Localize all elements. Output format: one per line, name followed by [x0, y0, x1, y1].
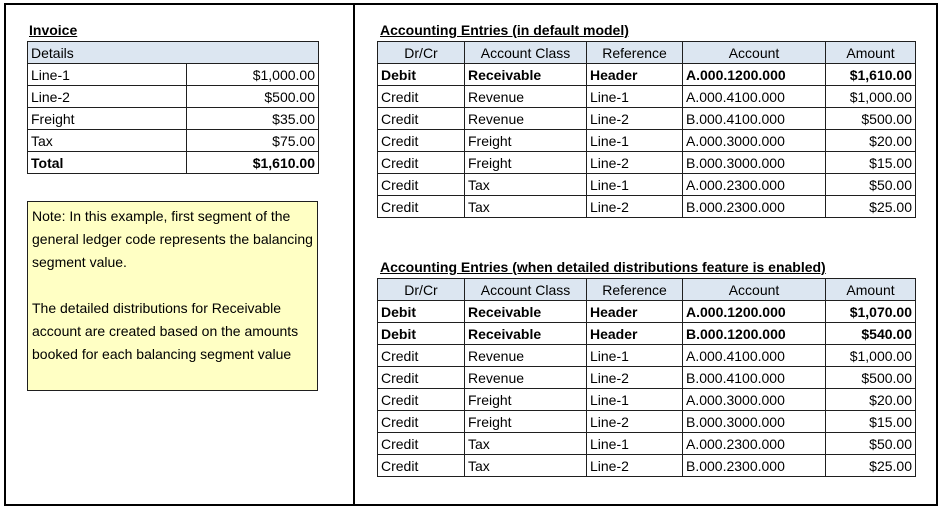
entry-amount: $1,000.00: [826, 345, 916, 367]
entry-drcr: Credit: [378, 108, 465, 130]
entry-row: [378, 323, 916, 345]
invoice-row: [28, 130, 319, 152]
entry-row: [378, 174, 916, 196]
entry-drcr: Credit: [378, 174, 465, 196]
entry-reference: Line-1: [587, 130, 683, 152]
column-header: Account: [683, 42, 826, 64]
entry-reference: Header: [587, 64, 683, 86]
column-header: Account: [683, 279, 826, 301]
entry-reference: Line-2: [587, 411, 683, 433]
entry-account: A.000.2300.000: [683, 174, 826, 196]
entry-amount: $1,000.00: [826, 86, 916, 108]
entry-account-class: Revenue: [465, 345, 587, 367]
column-header: Reference: [587, 279, 683, 301]
entry-drcr: Credit: [378, 389, 465, 411]
invoice-row: [28, 108, 319, 130]
entry-row: [378, 86, 916, 108]
entry-account: B.000.2300.000: [683, 455, 826, 477]
entry-account-class: Freight: [465, 130, 587, 152]
entry-account: B.000.2300.000: [683, 196, 826, 218]
entry-drcr: Credit: [378, 411, 465, 433]
entry-amount: $1,610.00: [826, 64, 916, 86]
entry-account-class: Tax: [465, 455, 587, 477]
entry-drcr: Debit: [378, 64, 465, 86]
entry-account-class: Freight: [465, 411, 587, 433]
invoice-line-amount: $35.00: [187, 108, 319, 130]
entry-amount: $540.00: [826, 323, 916, 345]
default-model-title: Accounting Entries (in default model): [380, 22, 629, 38]
column-header: Amount: [826, 279, 916, 301]
entry-drcr: Credit: [378, 196, 465, 218]
entry-reference: Header: [587, 323, 683, 345]
entry-drcr: Credit: [378, 455, 465, 477]
entry-row: [378, 367, 916, 389]
invoice-line-amount: $500.00: [187, 86, 319, 108]
column-header: Reference: [587, 42, 683, 64]
entry-drcr: Credit: [378, 130, 465, 152]
entry-reference: Line-2: [587, 196, 683, 218]
entry-account: A.000.2300.000: [683, 433, 826, 455]
entry-account: B.000.4100.000: [683, 367, 826, 389]
invoice-line-label: Line-2: [28, 86, 187, 108]
entry-drcr: Credit: [378, 367, 465, 389]
entry-account-class: Receivable: [465, 323, 587, 345]
column-header: Amount: [826, 42, 916, 64]
invoice-total-row: [28, 152, 319, 174]
entry-account: A.000.1200.000: [683, 301, 826, 323]
entry-reference: Line-2: [587, 367, 683, 389]
entry-drcr: Debit: [378, 301, 465, 323]
entry-drcr: Debit: [378, 323, 465, 345]
entry-row: [378, 152, 916, 174]
entry-account: B.000.4100.000: [683, 108, 826, 130]
entry-amount: $25.00: [826, 455, 916, 477]
entry-amount: $500.00: [826, 108, 916, 130]
entry-row: [378, 345, 916, 367]
invoice-row: [28, 64, 319, 86]
entry-reference: Line-1: [587, 389, 683, 411]
entry-amount: $25.00: [826, 196, 916, 218]
entry-account-class: Freight: [465, 389, 587, 411]
entry-account-class: Freight: [465, 152, 587, 174]
entry-account-class: Receivable: [465, 301, 587, 323]
invoice-line-label: Freight: [28, 108, 187, 130]
panel-divider: [353, 3, 355, 506]
entry-drcr: Credit: [378, 433, 465, 455]
entry-reference: Line-1: [587, 345, 683, 367]
entry-row: [378, 433, 916, 455]
entry-amount: $50.00: [826, 433, 916, 455]
invoice-details-header: [28, 42, 319, 64]
entry-account: A.000.1200.000: [683, 64, 826, 86]
note-paragraph-1: Note: In this example, first segment of the general ledger code represents the balancing segment value.: [32, 208, 313, 270]
entry-account-class: Receivable: [465, 64, 587, 86]
invoice-line-amount: $75.00: [187, 130, 319, 152]
entry-reference: Header: [587, 301, 683, 323]
entry-account-class: Tax: [465, 174, 587, 196]
entry-row: [378, 389, 916, 411]
entry-row: [378, 196, 916, 218]
entry-account-class: Revenue: [465, 108, 587, 130]
entry-account-class: Tax: [465, 433, 587, 455]
entry-drcr: Credit: [378, 345, 465, 367]
entry-row: [378, 455, 916, 477]
invoice-line-label: Line-1: [28, 64, 187, 86]
entry-reference: Line-1: [587, 433, 683, 455]
entry-row: [378, 130, 916, 152]
entry-row: [378, 64, 916, 86]
entry-amount: $15.00: [826, 152, 916, 174]
entry-reference: Line-2: [587, 108, 683, 130]
entry-account: A.000.3000.000: [683, 389, 826, 411]
entry-amount: $20.00: [826, 130, 916, 152]
entry-reference: Line-2: [587, 152, 683, 174]
invoice-details-label: Details: [28, 42, 319, 64]
entry-amount: $20.00: [826, 389, 916, 411]
invoice-table: [27, 41, 319, 174]
column-header: Account Class: [465, 42, 587, 64]
column-header: Dr/Cr: [378, 42, 465, 64]
invoice-title: Invoice: [29, 22, 78, 38]
entry-reference: Line-1: [587, 174, 683, 196]
detailed-model-table: [377, 278, 916, 477]
entry-row: [378, 108, 916, 130]
entry-drcr: Credit: [378, 152, 465, 174]
invoice-row: [28, 86, 319, 108]
entry-amount: $500.00: [826, 367, 916, 389]
column-header: Account Class: [465, 279, 587, 301]
default-model-header-row: [378, 42, 916, 64]
detailed-model-title: Accounting Entries (when detailed distributions feature is enabled): [380, 259, 826, 275]
entry-account: A.000.4100.000: [683, 345, 826, 367]
note-box: [27, 201, 318, 391]
entry-row: [378, 411, 916, 433]
entry-account: A.000.3000.000: [683, 130, 826, 152]
entry-drcr: Credit: [378, 86, 465, 108]
entry-amount: $15.00: [826, 411, 916, 433]
entry-account: A.000.4100.000: [683, 86, 826, 108]
column-header: Dr/Cr: [378, 279, 465, 301]
entry-account-class: Revenue: [465, 367, 587, 389]
entry-amount: $50.00: [826, 174, 916, 196]
entry-row: [378, 301, 916, 323]
invoice-line-amount: $1,000.00: [187, 64, 319, 86]
entry-reference: Line-1: [587, 86, 683, 108]
entry-amount: $1,070.00: [826, 301, 916, 323]
invoice-total-label: Total: [28, 152, 187, 174]
entry-account-class: Tax: [465, 196, 587, 218]
entry-account: B.000.3000.000: [683, 152, 826, 174]
invoice-line-label: Tax: [28, 130, 187, 152]
entry-account-class: Revenue: [465, 86, 587, 108]
default-model-table: [377, 41, 916, 218]
invoice-total-amount: $1,610.00: [187, 152, 319, 174]
entry-account: B.000.3000.000: [683, 411, 826, 433]
detailed-model-header-row: [378, 279, 916, 301]
entry-account: B.000.1200.000: [683, 323, 826, 345]
entry-reference: Line-2: [587, 455, 683, 477]
note-paragraph-2: The detailed distributions for Receivable account are created based on the amounts booked for each balancing segment value: [32, 300, 299, 362]
